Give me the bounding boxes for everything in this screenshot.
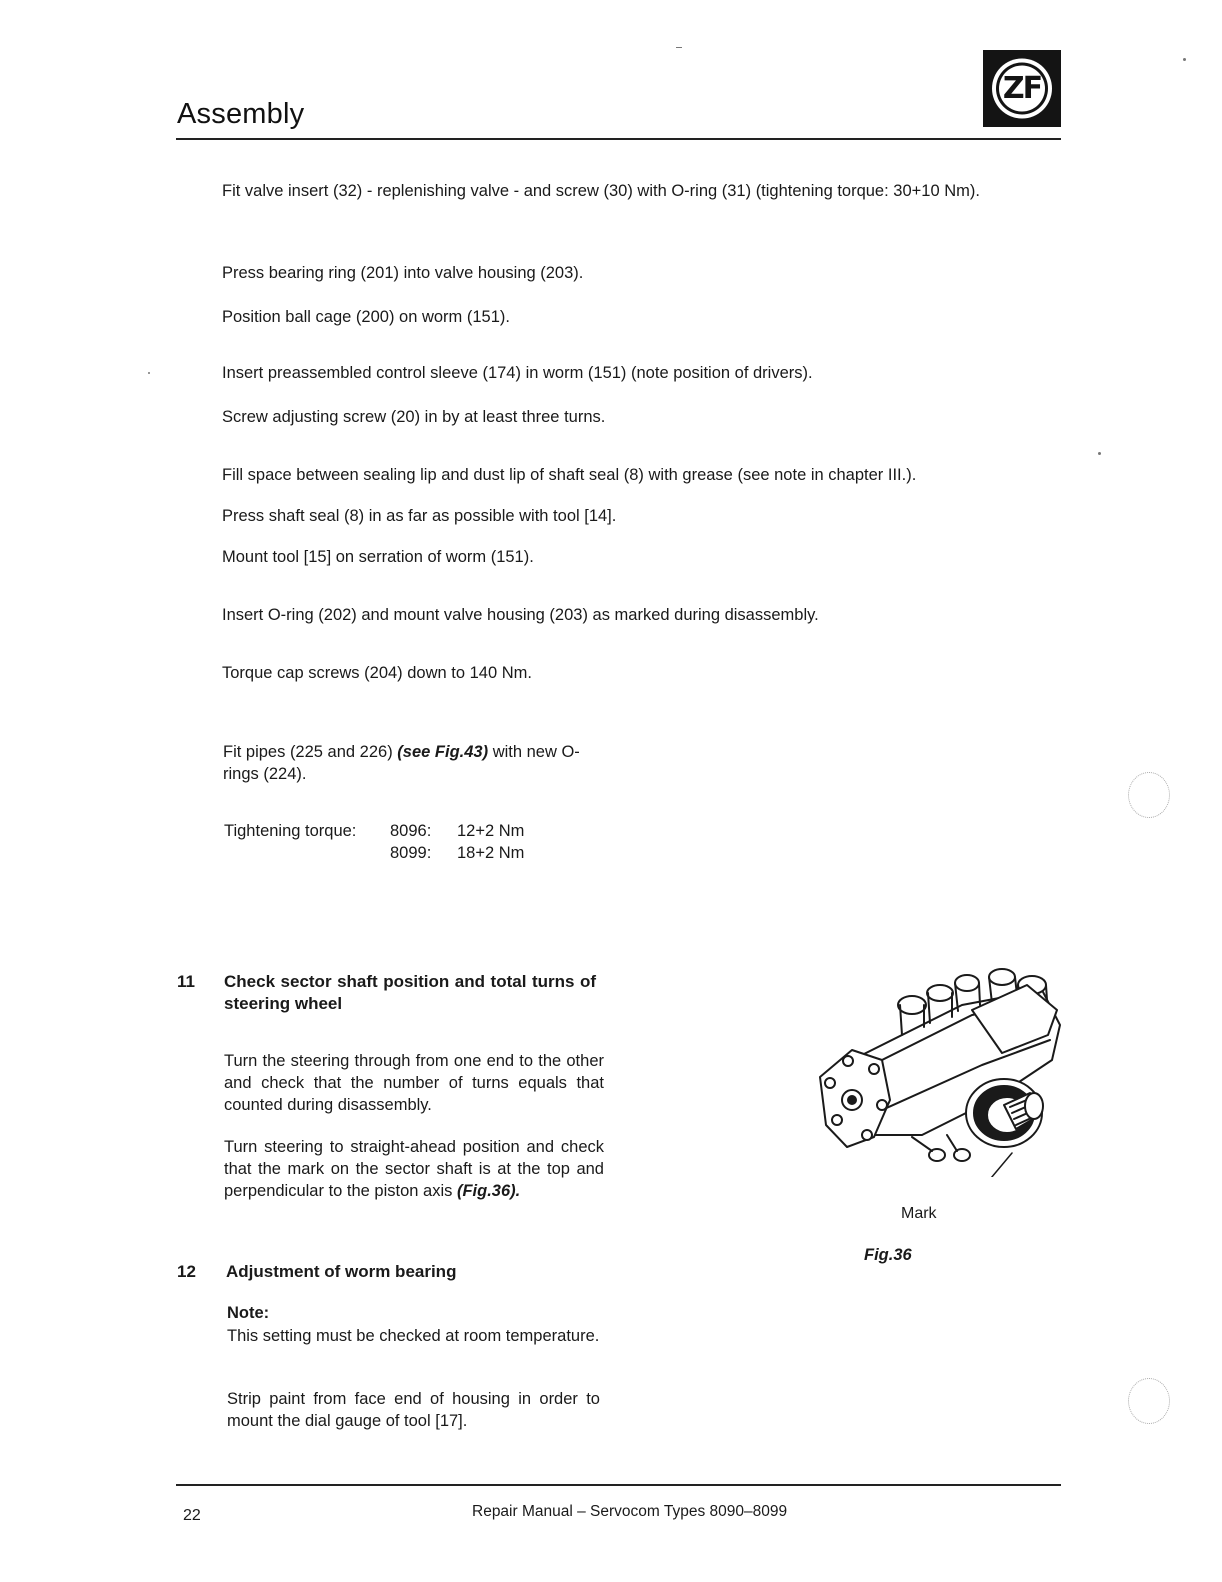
step-insert-o-ring: Insert O-ring (202) and mount valve housing (203) as marked during disassembly. [222,606,819,624]
section-12-para: Strip paint from face end of housing in order to mount the dial gauge of tool [17]. [227,1390,600,1430]
section-11-para-2 [224,1136,604,1202]
page-title: Assembly [177,98,305,130]
section-12-note-text: This setting must be checked at room temperature. [227,1327,600,1345]
torque-label: Tightening torque: [224,822,357,840]
step-adjusting-screw: Screw adjusting screw (20) in by at least three turns. [222,408,606,426]
torque-table [224,820,524,864]
punch-hole-mark [1128,772,1170,818]
scan-speck [1183,58,1186,61]
figure-caption: Fig.36 [864,1246,912,1264]
pipes-text-before: Fit pipes (225 and 226) [223,743,393,761]
punch-hole-mark [1128,1378,1170,1424]
pipes-fig-ref: (see Fig.43) [397,743,489,761]
footer-divider [176,1484,1061,1486]
torque-model: 8099: [390,844,432,862]
section-11-para-1: Turn the steering through from one end to the other and check that the number of turns equals that counted during disassembly. [224,1052,604,1114]
torque-value: 12+2 Nm [457,822,525,840]
section-12-note-label: Note: [227,1304,270,1322]
step-mount-tool: Mount tool [15] on serration of worm (151). [222,548,534,566]
section-11-fig-ref: (Fig.36). [456,1182,521,1200]
section-12-number: 12 [177,1262,196,1281]
section-11-number: 11 [177,972,195,991]
section-11-title: Check sector shaft position and total turns of steering wheel [224,972,596,1013]
section-12-title: Adjustment of worm bearing [226,1262,457,1281]
figure-mark-label: Mark [901,1205,937,1222]
step-press-seal: Press shaft seal (8) in as far as possible with tool [14]. [222,507,617,525]
table-row [224,842,524,864]
steering-gear-illustration [812,965,1074,1177]
step-fit-pipes [223,741,603,785]
step-bearing-ring: Press bearing ring (201) into valve housing (203). [222,264,584,282]
scan-speck [1098,452,1101,455]
torque-value: 18+2 Nm [457,844,525,862]
table-row [224,820,524,842]
logo-text: ZF [1002,71,1042,106]
torque-model: 8096: [390,822,432,840]
step-valve-insert: Fit valve insert (32) - replenishing valve - and screw (30) with O-ring (31) (tightening torque: 30+10 Nm). [222,182,980,200]
footer-title: Repair Manual – Servocom Types 8090–8099 [472,1503,788,1520]
zf-logo [983,50,1061,127]
step-fill-grease: Fill space between sealing lip and dust lip of shaft seal (8) with grease (see note in chapter III.). [222,466,917,484]
step-torque-cap-screws: Torque cap screws (204) down to 140 Nm. [222,664,532,682]
page-number: 22 [183,1507,201,1524]
section-11-para-2-text: Turn steering to straight-ahead position and check that the mark on the sector shaft is at the top and perpendicular to the piston axis [224,1138,604,1200]
scan-speck [148,372,150,374]
pipes-text-after: with new O-rings (224). [223,743,580,783]
step-ball-cage: Position ball cage (200) on worm (151). [222,308,510,326]
scan-speck [676,47,682,48]
header-divider [176,138,1061,140]
step-control-sleeve: Insert preassembled control sleeve (174) in worm (151) (note position of drivers). [222,364,813,382]
